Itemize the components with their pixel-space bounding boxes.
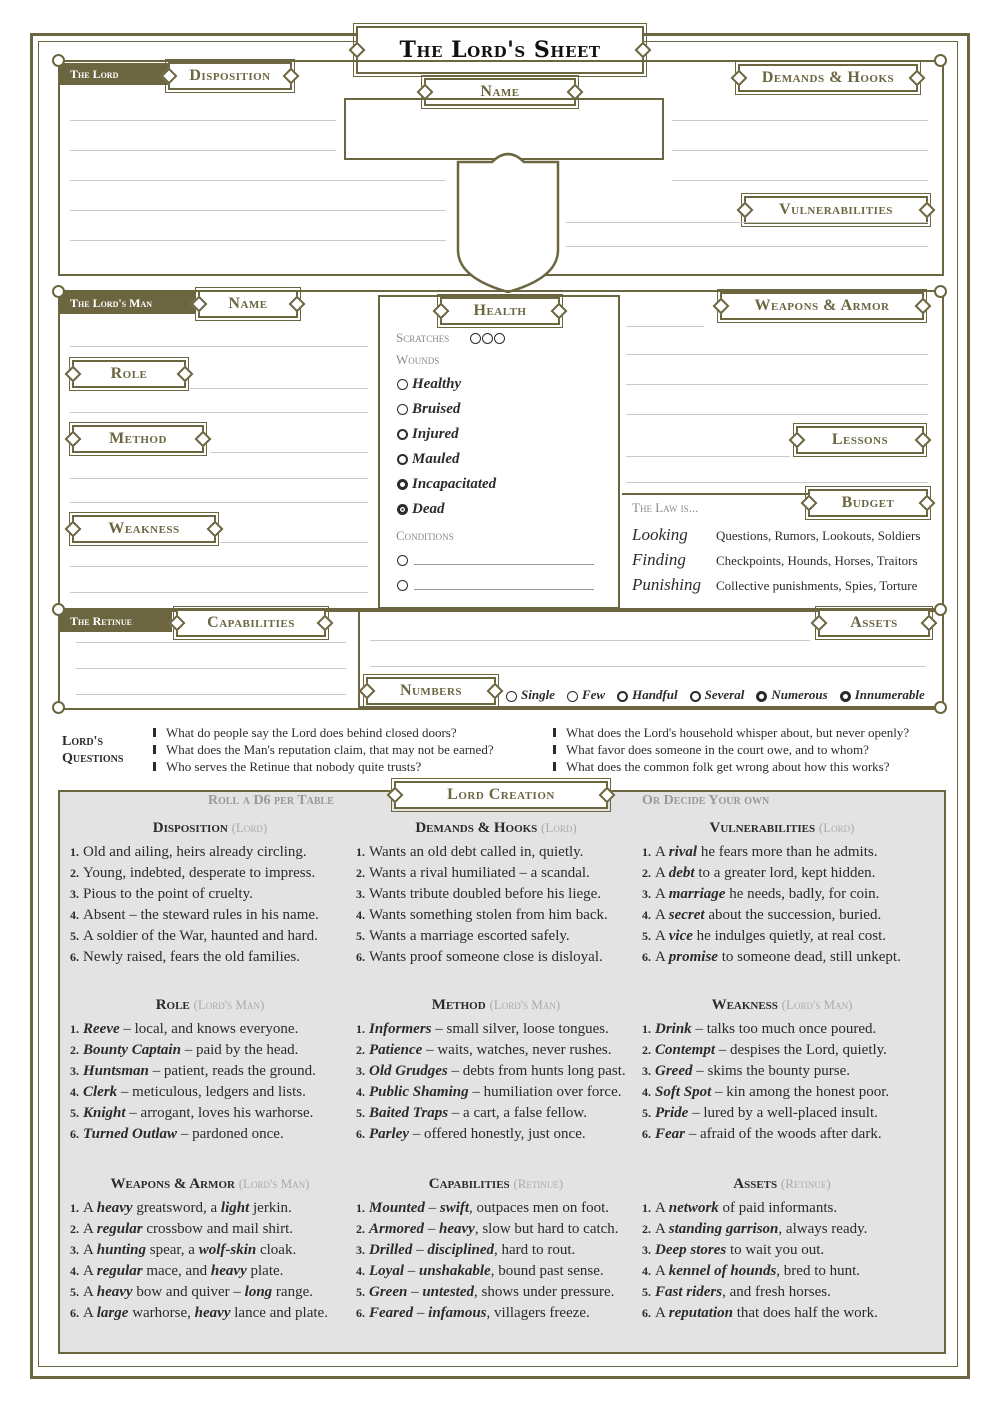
- list-item: 6. A large warhorse, heavy lance and plate.: [70, 1305, 328, 1321]
- budget-label: Budget: [808, 489, 928, 517]
- table-list: [642, 842, 932, 968]
- list-item: 2. Armored – heavy, slow but hard to catch.: [356, 1221, 619, 1237]
- question-right-3: What does the common folk get wrong about how this works?: [566, 759, 890, 774]
- list-item: 3. Wants tribute doubled before his liege.: [356, 886, 602, 902]
- name-label: Name: [424, 78, 576, 106]
- table-list: [70, 1019, 360, 1145]
- law-finding: Finding Checkpoints, Hounds, Horses, Traitors: [632, 550, 918, 569]
- wound-bruised[interactable]: Bruised: [397, 401, 460, 418]
- list-item: 2. Young, indebted, desperate to impress.: [70, 865, 316, 881]
- table-title: Assets (Retinue): [733, 1176, 831, 1192]
- list-item: 5. Pride – lured by a well-placed insult.: [642, 1105, 878, 1121]
- list-item: 2. Patience – waits, watches, never rushes.: [356, 1042, 612, 1058]
- list-item: 4. Soft Spot – kin among the honest poor.: [642, 1084, 890, 1100]
- list-item: 6. Turned Outlaw – pardoned once.: [70, 1126, 284, 1142]
- condition-2[interactable]: [397, 576, 412, 594]
- crest-shield: [452, 140, 564, 300]
- table-list: [70, 1198, 360, 1324]
- question-right-1: What does the Lord's household whisper about, but never openly?: [566, 725, 910, 740]
- capabilities-label: Capabilities: [176, 609, 326, 637]
- wound-incapacitated[interactable]: Incapacitated: [397, 476, 496, 493]
- law-looking: Looking Questions, Rumors, Lookouts, Soldiers: [632, 525, 921, 544]
- health-label: Health: [440, 297, 560, 325]
- list-item: 5. A vice he indulges quietly, at real cost.: [642, 928, 887, 944]
- sheet-title: The Lord's Sheet: [356, 26, 644, 74]
- demands-label: Demands & Hooks: [738, 64, 918, 92]
- question-left-1: What do people say the Lord does behind closed doors?: [166, 725, 457, 740]
- creation-label: Lord Creation: [394, 781, 608, 809]
- list-item: 4. A regular mace, and heavy plate.: [70, 1263, 284, 1279]
- law-label: The Law is...: [632, 500, 699, 515]
- list-item: 6. Wants proof someone close is disloyal.: [356, 949, 603, 965]
- list-item: 5. Knight – arrogant, loves his warhorse.: [70, 1105, 314, 1121]
- list-item: 5. Fast riders, and fresh horses.: [642, 1284, 831, 1300]
- list-item: 2. Bounty Captain – paid by the head.: [70, 1042, 299, 1058]
- wound-healthy[interactable]: Healthy: [397, 376, 461, 393]
- list-item: 4. A kennel of hounds, bred to hunt.: [642, 1263, 861, 1279]
- list-item: 4. Wants something stolen from him back.: [356, 907, 608, 923]
- list-item: 3. Greed – skims the bounty purse.: [642, 1063, 850, 1079]
- list-item: 3. Pious to the point of cruelty.: [70, 886, 253, 902]
- table-title: Disposition (Lord): [152, 820, 268, 836]
- list-item: 2. A regular crossbow and mail shirt.: [70, 1221, 294, 1237]
- role-label: Role: [72, 360, 186, 388]
- wound-injured[interactable]: Injured: [397, 426, 459, 443]
- lord-tab: The Lord: [60, 63, 172, 85]
- man-tab: The Lord's Man: [60, 292, 196, 314]
- list-item: 1. Informers – small silver, loose tongues.: [356, 1021, 609, 1037]
- question-left-2: What does the Man's reputation claim, that may not be earned?: [166, 742, 494, 757]
- scratches-label: Scratches: [396, 330, 450, 345]
- questions-label: Lord's Questions: [62, 734, 124, 766]
- list-item: 4. Public Shaming – humiliation over force.: [356, 1084, 622, 1100]
- table-list: [642, 1198, 932, 1324]
- assets-label: Assets: [818, 609, 930, 637]
- list-item: 3. Drilled – disciplined, hard to rout.: [356, 1242, 576, 1258]
- condition-1[interactable]: [397, 551, 412, 569]
- man-name-label: Name: [198, 290, 298, 318]
- weakness-label: Weakness: [72, 515, 216, 543]
- list-item: 6. A reputation that does half the work.: [642, 1305, 878, 1321]
- list-item: 3. A hunting spear, a wolf-skin cloak.: [70, 1242, 297, 1258]
- list-item: 2. A debt to a greater lord, kept hidden.: [642, 865, 876, 881]
- table-list: [70, 842, 360, 968]
- list-item: 5. Green – untested, shows under pressure.: [356, 1284, 615, 1300]
- list-item: 5. Wants a marriage escorted safely.: [356, 928, 570, 944]
- table-title: Weapons & Armor (Lord's Man): [110, 1176, 310, 1192]
- vulnerabilities-label: Vulnerabilities: [744, 196, 928, 224]
- list-item: 3. Deep stores to wait you out.: [642, 1242, 825, 1258]
- list-item: 3. Huntsman – patient, reads the ground.: [70, 1063, 316, 1079]
- numbers-options[interactable]: Single Few Handful Several Numerous Innumerable: [506, 686, 933, 704]
- table-list: [356, 842, 646, 968]
- table-title: Method (Lord's Man): [431, 997, 561, 1013]
- method-label: Method: [72, 425, 204, 453]
- list-item: 1. Old and ailing, heirs already circling.: [70, 844, 307, 860]
- table-title: Demands & Hooks (Lord): [415, 820, 577, 836]
- list-item: 2. A standing garrison, always ready.: [642, 1221, 868, 1237]
- conditions-label: Conditions: [396, 528, 454, 543]
- list-item: 5. A heavy bow and quiver – long range.: [70, 1284, 313, 1300]
- retinue-tab: The Retinue: [60, 610, 172, 632]
- list-item: 3. Old Grudges – debts from hunts long past.: [356, 1063, 626, 1079]
- list-item: 1. A heavy greatsword, a light jerkin.: [70, 1200, 292, 1216]
- list-item: 3. A marriage he needs, badly, for coin.: [642, 886, 880, 902]
- table-list: [642, 1019, 932, 1145]
- table-list: [356, 1019, 646, 1145]
- disposition-label: Disposition: [168, 62, 292, 90]
- list-item: 4. A secret about the succession, buried.: [642, 907, 882, 923]
- list-item: 1. Mounted – swift, outpaces men on foot.: [356, 1200, 610, 1216]
- list-item: 6. Feared – infamous, villagers freeze.: [356, 1305, 590, 1321]
- list-item: 1. A rival he fears more than he admits.: [642, 844, 878, 860]
- question-right-2: What favor does someone in the court owe, and to whom?: [566, 742, 869, 757]
- wound-dead[interactable]: Dead: [397, 501, 445, 518]
- scratch-boxes[interactable]: [470, 329, 509, 347]
- table-title: Vulnerabilities (Lord): [709, 820, 855, 836]
- law-punishing: Punishing Collective punishments, Spies, Torture: [632, 575, 918, 594]
- list-item: 5. Baited Traps – a cart, a false fellow.: [356, 1105, 587, 1121]
- list-item: 2. Contempt – despises the Lord, quietly.: [642, 1042, 887, 1058]
- weapons-label: Weapons & Armor: [720, 292, 924, 320]
- lessons-label: Lessons: [796, 426, 924, 454]
- decide-hint: Or Decide Your own: [642, 793, 770, 808]
- list-item: 1. A network of paid informants.: [642, 1200, 838, 1216]
- list-item: 5. A soldier of the War, haunted and hard.: [70, 928, 318, 944]
- question-left-3: Who serves the Retinue that nobody quite trusts?: [166, 759, 422, 774]
- list-item: 4. Loyal – unshakable, bound past sense.: [356, 1263, 604, 1279]
- list-item: 6. Parley – offered honestly, just once.: [356, 1126, 586, 1142]
- table-title: Capabilities (Retinue): [428, 1176, 564, 1192]
- list-item: 4. Absent – the steward rules in his name.: [70, 907, 319, 923]
- list-item: 4. Clerk – meticulous, ledgers and lists.: [70, 1084, 306, 1100]
- table-title: Weakness (Lord's Man): [711, 997, 853, 1013]
- list-item: 1. Drink – talks too much once poured.: [642, 1021, 877, 1037]
- list-item: 2. Wants a rival humiliated – a scandal.: [356, 865, 590, 881]
- list-item: 1. Wants an old debt called in, quietly.: [356, 844, 584, 860]
- numbers-label: Numbers: [366, 677, 496, 705]
- list-item: 6. Fear – afraid of the woods after dark.: [642, 1126, 882, 1142]
- table-title: Role (Lord's Man): [155, 997, 265, 1013]
- list-item: 6. A promise to someone dead, still unkept.: [642, 949, 901, 965]
- roll-hint: Roll a D6 per Table: [208, 793, 334, 808]
- list-item: 1. Reeve – local, and knows everyone.: [70, 1021, 299, 1037]
- wounds-label: Wounds: [396, 352, 440, 367]
- list-item: 6. Newly raised, fears the old families.: [70, 949, 301, 965]
- table-list: [356, 1198, 646, 1324]
- wound-mauled[interactable]: Mauled: [397, 451, 460, 468]
